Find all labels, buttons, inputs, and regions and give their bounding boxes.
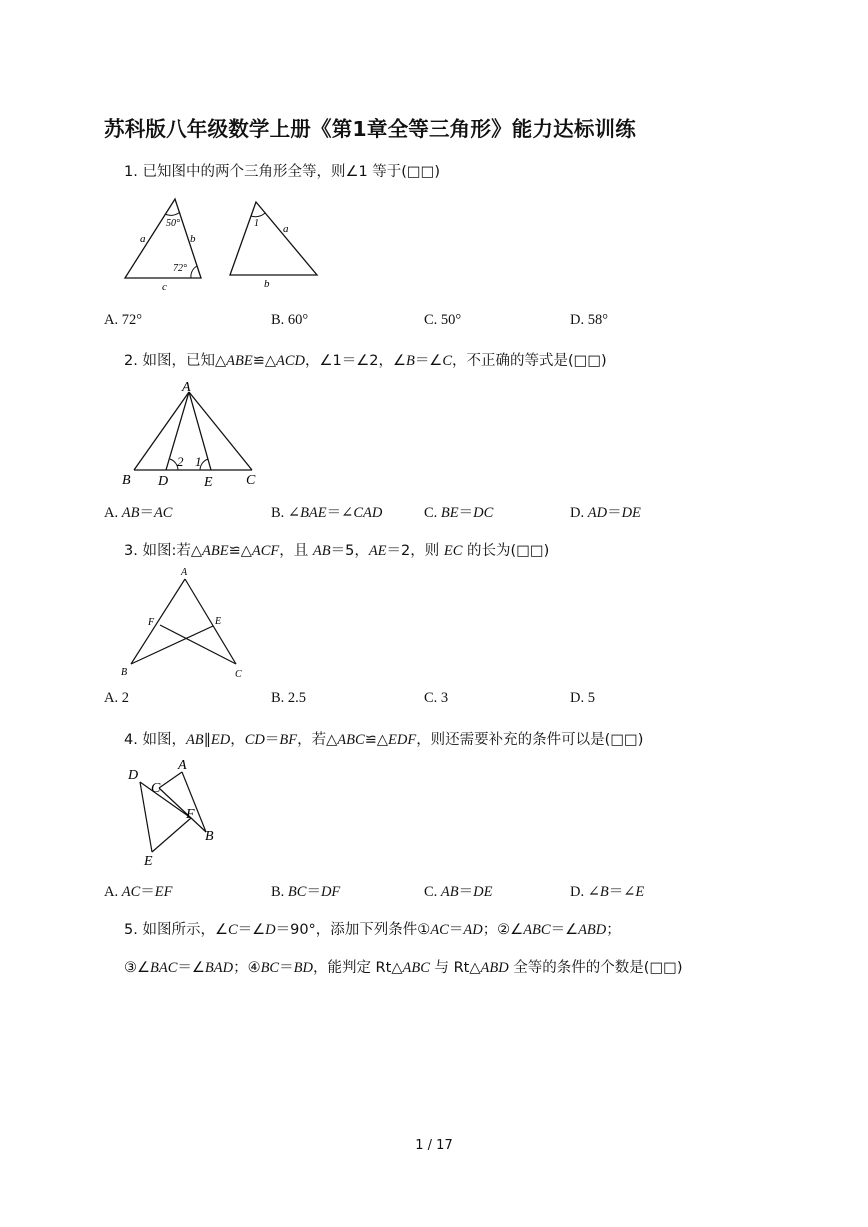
question-1-figure: [118, 196, 328, 294]
label-b1: b: [190, 233, 196, 245]
label-angle-50: 50°: [166, 218, 180, 229]
question-2-text: 2. 如图，已知△ABE≌△ACD，∠1＝∠2，∠B＝∠C，不正确的等式是(□□): [124, 353, 607, 369]
option-c: C. BE＝DC: [424, 505, 494, 521]
label-C: C: [246, 473, 256, 488]
label-A: A: [178, 758, 187, 773]
label-A: A: [182, 380, 191, 395]
option-d: D. AD＝DE: [570, 505, 641, 521]
label-a2: a: [283, 223, 289, 235]
label-C: C: [151, 781, 161, 796]
option-b: B. BC＝DF: [271, 884, 341, 900]
question-5-text-line2: ③∠BAC＝∠BAD；④BC＝BD，能判定 Rt△ABC 与 Rt△ABD 全等的条件的个数是(□□): [124, 960, 683, 976]
option-a: A. AB＝AC: [104, 505, 173, 521]
question-2-figure: [118, 376, 268, 492]
option-c: C. 3: [424, 690, 449, 706]
option-c: C. 50°: [424, 312, 462, 328]
label-D: D: [128, 768, 139, 783]
label-c1: c: [162, 281, 167, 293]
option-d: D. 5: [570, 690, 595, 706]
label-B: B: [121, 667, 128, 678]
label-b2: b: [264, 278, 270, 290]
document-title: 苏科版八年级数学上册《第1章全等三角形》能力达标训练: [104, 117, 636, 141]
option-a: A. AC＝EF: [104, 884, 173, 900]
label-angle-72: 72°: [173, 263, 187, 274]
label-E: E: [204, 475, 213, 490]
label-E: E: [144, 854, 153, 869]
label-1: 1: [195, 454, 202, 469]
option-d: D. ∠B＝∠E: [570, 884, 645, 900]
label-A: A: [181, 567, 188, 578]
label-E: E: [215, 616, 222, 627]
label-2: 2: [177, 454, 184, 469]
question-3-options: [104, 690, 804, 712]
question-4-text: 4. 如图，AB∥ED，CD＝BF，若△ABC≌△EDF，则还需要补充的条件可以是(□□): [124, 732, 644, 748]
option-a: A. 72°: [104, 312, 143, 328]
question-3-figure: [116, 564, 252, 682]
label-B: B: [122, 473, 131, 488]
question-1-options: [104, 312, 804, 334]
label-F: F: [148, 617, 155, 628]
option-b: B. ∠BAE＝∠CAD: [271, 505, 383, 521]
option-b: B. 2.5: [271, 690, 307, 706]
label-D: D: [158, 474, 169, 489]
option-d: D. 58°: [570, 312, 609, 328]
option-a: A. 2: [104, 690, 129, 706]
label-F: F: [186, 807, 195, 822]
question-1-text: 1. 已知图中的两个三角形全等，则∠1 等于(□□): [124, 164, 440, 180]
question-3-text: 3. 如图:若△ABE≌△ACF，且 AB＝5，AE＝2，则 EC 的长为(□□): [124, 543, 550, 559]
option-b: B. 60°: [271, 312, 309, 328]
question-4-options: [104, 880, 804, 902]
label-a1: a: [140, 233, 146, 245]
option-c: C. AB＝DE: [424, 884, 493, 900]
label-B: B: [205, 829, 214, 844]
question-2-options: [104, 501, 804, 523]
question-5-text-line1: 5. 如图所示，∠C＝∠D＝90°，添加下列条件①AC＝AD；②∠ABC＝∠ABD；: [124, 922, 621, 938]
page-number: 1 / 17: [415, 1138, 453, 1153]
label-C: C: [235, 669, 242, 680]
label-one: 1: [254, 218, 259, 229]
question-4-figure: [118, 755, 228, 873]
